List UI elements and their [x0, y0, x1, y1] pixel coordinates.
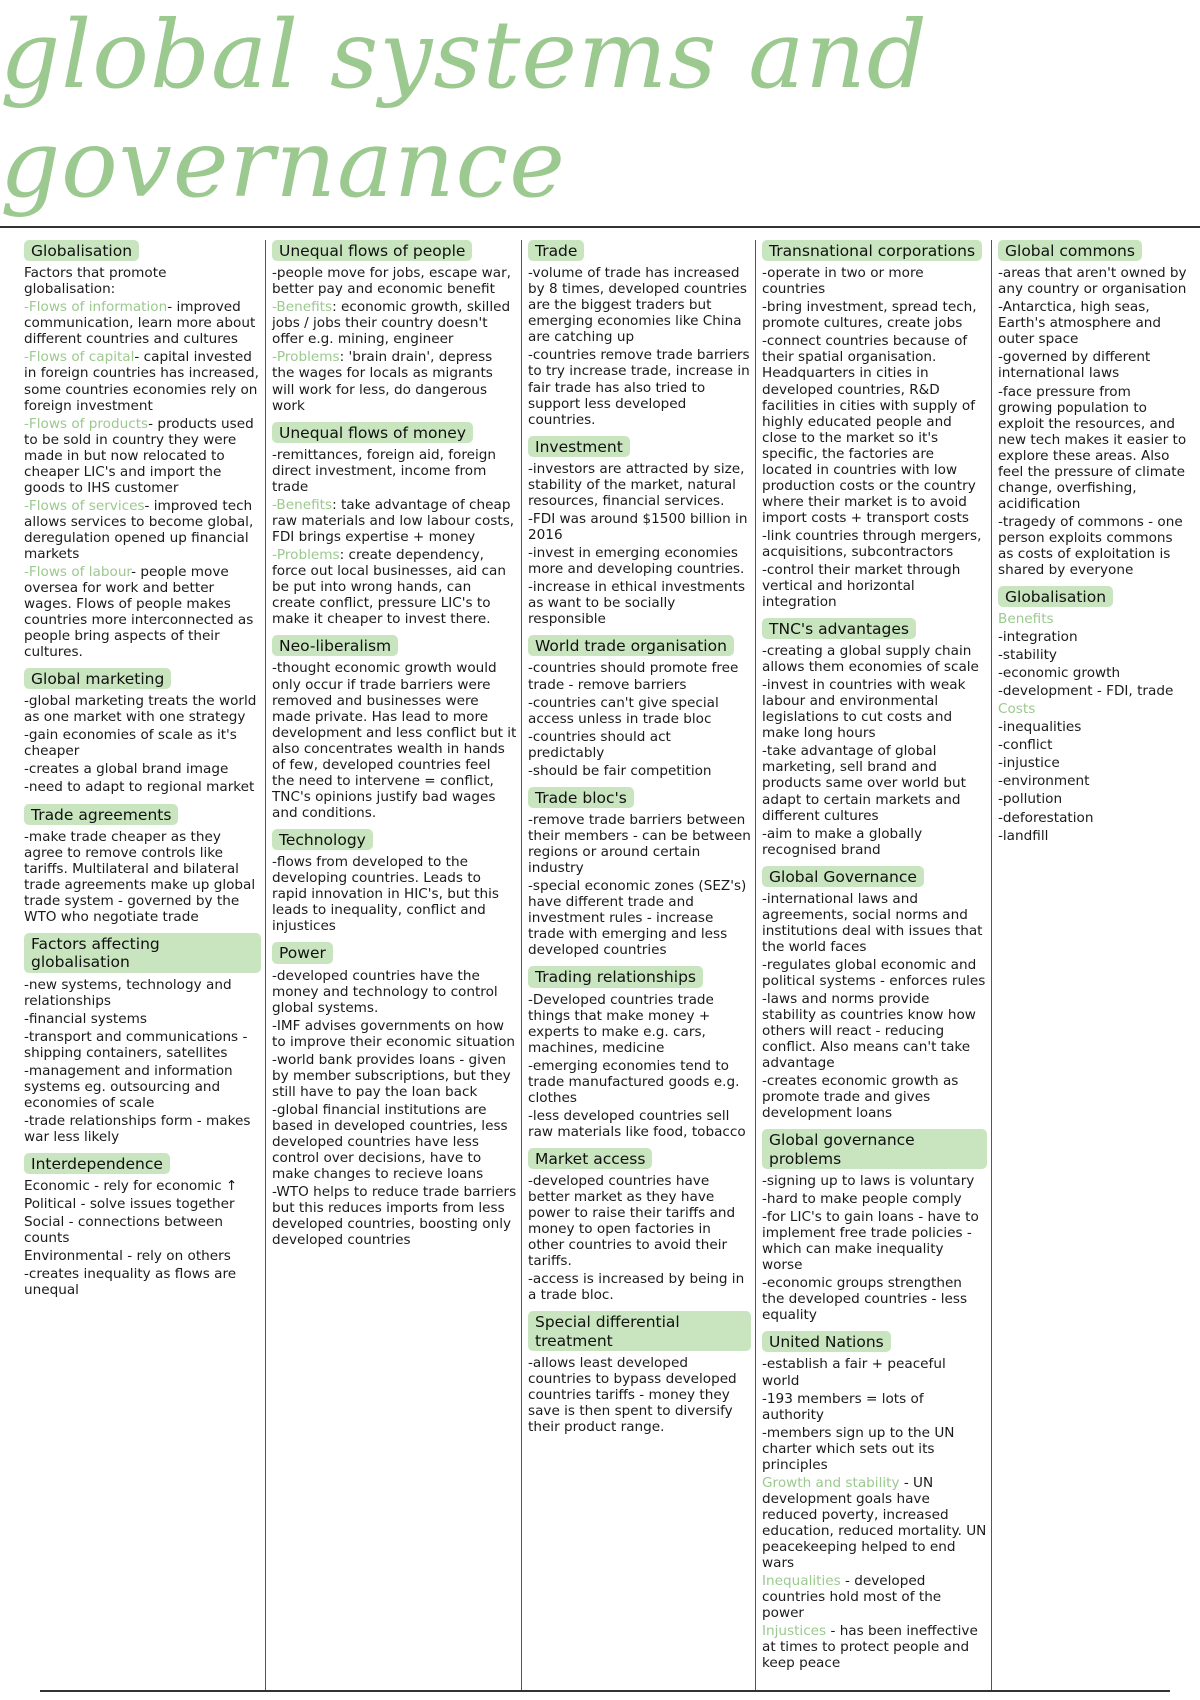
- section-globalisation: [24, 240, 261, 660]
- note-label: -Flows of capital: [24, 349, 135, 366]
- note-line: [24, 1266, 261, 1298]
- note-text: -financial systems: [24, 1010, 147, 1027]
- note-line: [528, 347, 751, 427]
- note-line: [528, 511, 751, 543]
- note-text: -creates inequality as flows are unequal: [24, 1266, 237, 1299]
- note-text: -developed countries have better market as they have power to raise their tariffs and money to open factories in other countries to avoid their tariffs.: [528, 1173, 736, 1270]
- note-label: -Flows of services: [24, 497, 145, 514]
- column-4: [755, 240, 991, 1690]
- note-line: [762, 1173, 987, 1189]
- note-text: -creates a global brand image: [24, 761, 229, 778]
- section-neo-liberalism: [272, 629, 517, 821]
- note-label: -Flows of information: [24, 299, 168, 316]
- note-line: [528, 579, 751, 627]
- note-line: [24, 779, 261, 795]
- section-heading: Global commons: [998, 240, 1142, 261]
- note-text: -global financial institutions are based in developed countries, less developed countries have less control over decisions, have to make changes to recieve loans: [272, 1101, 508, 1182]
- section-unequal-flows-of-people: [272, 240, 517, 414]
- note-line: [762, 562, 987, 610]
- note-line: [24, 829, 261, 925]
- note-line: [272, 854, 517, 934]
- note-text: - products used to be sold in country they were made in but now relocated to cheaper LIC's and import the goods to IHS customer: [24, 415, 254, 496]
- note-label: -Benefits: [272, 299, 333, 316]
- note-text: -deforestation: [998, 809, 1094, 826]
- section-trade-bloc-s: [528, 781, 751, 959]
- note-line: [272, 1018, 517, 1050]
- note-line: [528, 1058, 751, 1106]
- section-heading: Trade bloc's: [528, 787, 634, 808]
- section-heading: Global governance problems: [762, 1129, 987, 1169]
- note-text: -remittances, foreign aid, foreign direct investment, income from trade: [272, 446, 496, 495]
- note-text: -connect countries because of their spatial organisation. Headquarters in cities in developed countries, R&D facilities in cities with supply of highly educated people and close to the market so it's specific, the factories are located in countries with low production costs or the country where their market is to avoid import costs + transport costs: [762, 333, 976, 526]
- note-text: -inequalities: [998, 719, 1082, 736]
- note-text: -landfill: [998, 827, 1049, 844]
- note-text: -control their market through vertical and horizontal integration: [762, 561, 961, 610]
- note-line: [528, 461, 751, 509]
- section-heading: Globalisation: [998, 586, 1113, 607]
- column-2: [265, 240, 521, 1690]
- note-text: -economic growth: [998, 665, 1121, 682]
- note-text: -for LIC's to gain loans - have to implement free trade policies - which can make inequality worse: [762, 1208, 979, 1274]
- section-factors-affecting-globalisation: [24, 927, 261, 1145]
- section-global-commons: [998, 240, 1187, 578]
- note-label: -Flows of products: [24, 415, 149, 432]
- note-line: [528, 763, 751, 779]
- note-line: [24, 349, 261, 413]
- note-text: - improved tech allows services to become global, deregulation opened up financial markets: [24, 497, 254, 562]
- note-text: -Antarctica, high seas, Earth's atmosphere and outer space: [998, 299, 1162, 348]
- note-line: [762, 957, 987, 989]
- note-line: [24, 727, 261, 759]
- note-line: [762, 1475, 987, 1571]
- note-text: -pollution: [998, 791, 1063, 808]
- section-heading: Unequal flows of people: [272, 240, 472, 261]
- note-line: [762, 1425, 987, 1473]
- note-line: [762, 743, 987, 823]
- note-line: [762, 1573, 987, 1621]
- note-line: [528, 729, 751, 761]
- note-line: [998, 265, 1187, 297]
- section-heading: Market access: [528, 1148, 652, 1169]
- note-line: [528, 1108, 751, 1140]
- note-text: - people move oversea for work and better wages. Flows of people makes countries more interconnected as people bring aspects of their cultures.: [24, 563, 254, 660]
- note-text: -world bank provides loans - given by member subscriptions, but they still have to pay the loan back: [272, 1051, 511, 1100]
- note-line: [762, 265, 987, 297]
- section-heading: Trading relationships: [528, 966, 703, 987]
- note-line: [762, 1356, 987, 1388]
- note-line: [24, 265, 261, 297]
- note-line: [998, 773, 1187, 789]
- note-line: [998, 683, 1187, 699]
- note-text: -stability: [998, 647, 1057, 664]
- note-text: -environment: [998, 773, 1090, 790]
- note-text: - improved communication, learn more about different countries and cultures: [24, 299, 256, 348]
- section-heading: Neo-liberalism: [272, 635, 398, 656]
- note-line: [272, 660, 517, 820]
- section-global-governance: [762, 860, 987, 1122]
- note-line: [272, 299, 517, 347]
- note-line: [24, 1248, 261, 1264]
- note-text: -developed countries have the money and technology to control global systems.: [272, 967, 498, 1016]
- section-heading: Global marketing: [24, 668, 171, 689]
- note-line: [998, 828, 1187, 844]
- section-world-trade-organisation: [528, 629, 751, 779]
- note-text: : create dependency, force out local businesses, aid can be put into wrong hands, can create conflict, pressure LIC's to make it cheaper to invest there.: [272, 547, 506, 628]
- section-interdependence: [24, 1147, 261, 1299]
- note-line: [528, 545, 751, 577]
- note-text: -need to adapt to regional market: [24, 779, 255, 796]
- note-line: [24, 977, 261, 1009]
- section-unequal-flows-of-money: [272, 416, 517, 628]
- note-label: Costs: [998, 701, 1036, 718]
- note-text: -access is increased by being in a trade bloc.: [528, 1271, 745, 1304]
- note-label: -Problems: [272, 547, 340, 564]
- page-title: global systems and governance: [0, 1, 928, 219]
- note-line: [762, 1391, 987, 1423]
- note-text: : take advantage of cheap raw materials and low labour costs, FDI brings expertise + money: [272, 496, 515, 545]
- section-global-governance-problems: [762, 1123, 987, 1323]
- note-line: [762, 643, 987, 675]
- note-text: -new systems, technology and relationships: [24, 976, 232, 1009]
- note-line: [24, 1214, 261, 1246]
- note-line: [998, 514, 1187, 578]
- note-label: Benefits: [998, 611, 1054, 628]
- note-line: [272, 1052, 517, 1100]
- note-line: [762, 1623, 987, 1671]
- section-power: [272, 936, 517, 1248]
- note-label: Inequalities: [762, 1572, 841, 1589]
- section-heading: Technology: [272, 829, 373, 850]
- note-line: [998, 349, 1187, 381]
- note-text: -establish a fair + peaceful world: [762, 1356, 946, 1389]
- note-label: Injustices: [762, 1622, 827, 1639]
- note-text: -countries can't give special access unless in trade bloc: [528, 694, 719, 727]
- note-line: [24, 416, 261, 496]
- note-line: [762, 891, 987, 955]
- section-heading: Power: [272, 942, 333, 963]
- section-heading: TNC's advantages: [762, 618, 916, 639]
- section-market-access: [528, 1142, 751, 1304]
- note-line: [24, 1113, 261, 1145]
- note-line: [762, 1073, 987, 1121]
- divider-top: [0, 226, 1200, 228]
- note-text: -operate in two or more countries: [762, 265, 924, 298]
- note-text: -take advantage of global marketing, sell brand and products same over world but adapt to certain markets and different cultures: [762, 743, 966, 824]
- note-text: -special economic zones (SEZ's) have different trade and investment rules - increase trade with emerging and less developed countries: [528, 878, 747, 959]
- note-text: - has been ineffective at times to protect people and keep peace: [762, 1622, 978, 1672]
- note-line: [272, 968, 517, 1016]
- note-label: -Benefits: [272, 496, 333, 513]
- section-heading: Interdependence: [24, 1153, 170, 1174]
- note-text: -gain economies of scale as it's cheaper: [24, 727, 237, 760]
- note-line: [24, 299, 261, 347]
- section-heading: Globalisation: [24, 240, 139, 261]
- note-line: [762, 991, 987, 1071]
- note-text: -emerging economies tend to trade manufactured goods e.g. clothes: [528, 1057, 740, 1106]
- note-line: [998, 665, 1187, 681]
- note-line: [998, 384, 1187, 512]
- note-text: Factors that promote globalisation:: [24, 265, 167, 298]
- note-line: [762, 826, 987, 858]
- section-united-nations: [762, 1325, 987, 1671]
- note-line: [998, 299, 1187, 347]
- note-text: -integration: [998, 629, 1078, 646]
- note-text: -countries should promote free trade - remove barriers: [528, 660, 739, 693]
- column-1: [18, 240, 265, 1690]
- note-text: -creates economic growth as promote trade and gives development loans: [762, 1073, 959, 1122]
- note-line: [528, 660, 751, 692]
- note-label: Growth and stability: [762, 1474, 900, 1491]
- note-text: : economic growth, skilled jobs / jobs their country doesn't offer e.g. mining, engineer: [272, 299, 511, 348]
- note-text: -areas that aren't owned by any country or organisation: [998, 265, 1187, 298]
- note-line: [762, 1191, 987, 1207]
- note-text: -creating a global supply chain allows them economies of scale: [762, 643, 979, 676]
- note-line: [272, 265, 517, 297]
- note-text: Political - solve issues together: [24, 1196, 235, 1213]
- section-heading: World trade organisation: [528, 635, 734, 656]
- note-line: [24, 693, 261, 725]
- note-text: -signing up to laws is voluntary: [762, 1172, 975, 1189]
- note-text: -face pressure from growing population to exploit the resources, and new tech makes it easier to explore these areas. Also feel the pressure of climate change, overfishing, acidification: [998, 383, 1187, 512]
- note-line: [762, 1275, 987, 1323]
- section-tnc-s-advantages: [762, 612, 987, 858]
- note-text: -IMF advises governments on how to improve their economic situation: [272, 1017, 516, 1050]
- note-text: -193 members = lots of authority: [762, 1390, 924, 1423]
- note-line: [528, 695, 751, 727]
- note-line: [272, 497, 517, 545]
- note-text: -invest in countries with weak labour and environmental legislations to cut costs and make long hours: [762, 677, 966, 742]
- note-line: [762, 299, 987, 331]
- note-text: -people move for jobs, escape war, better pay and economic benefit: [272, 265, 511, 298]
- note-line: [528, 992, 751, 1056]
- note-text: -WTO helps to reduce trade barriers but this reduces imports from less developed countries, boosting only developed countries: [272, 1183, 517, 1248]
- note-line: [24, 564, 261, 660]
- section-heading: Global Governance: [762, 866, 924, 887]
- note-text: -link countries through mergers, acquisitions, subcontractors: [762, 527, 982, 560]
- note-line: [272, 1184, 517, 1248]
- note-text: -volume of trade has increased by 8 times, developed countries are the biggest traders but emerging economies like China are catching up: [528, 265, 748, 346]
- note-text: -aim to make a globally recognised brand: [762, 825, 923, 858]
- note-text: -governed by different international laws: [998, 349, 1151, 382]
- section-heading: United Nations: [762, 1331, 891, 1352]
- note-text: -thought economic growth would only occur if trade barriers were removed and businesses were made private. Has lead to more development and less conflict but it also concentrates wealth in hands of few, developed countries feel the need to intervene = conflict, TNC's opinions justify bad wages and conditions.: [272, 660, 517, 821]
- note-text: -transport and communications - shipping containers, satellites: [24, 1028, 248, 1061]
- section-globalisation: [998, 580, 1187, 844]
- section-trade-agreements: [24, 798, 261, 925]
- note-text: -members sign up to the UN charter which sets out its principles: [762, 1424, 955, 1473]
- section-special-differential-treatment: [528, 1305, 751, 1435]
- note-line: [528, 1173, 751, 1269]
- note-line: [24, 1178, 261, 1194]
- note-text: -allows least developed countries to bypass developed countries tariffs - money they save is then spent to diversify their product range.: [528, 1354, 737, 1436]
- note-text: -bring investment, spread tech, promote cultures, create jobs: [762, 299, 977, 332]
- note-text: -invest in emerging economies more and developing countries.: [528, 545, 745, 578]
- section-heading: Trade: [528, 240, 584, 261]
- note-line: [528, 1355, 751, 1435]
- note-text: -global marketing treats the world as one market with one strategy: [24, 693, 257, 726]
- section-heading: Transnational corporations: [762, 240, 982, 261]
- note-text: -conflict: [998, 737, 1053, 754]
- note-label: -Problems: [272, 349, 340, 366]
- note-text: -FDI was around $1500 billion in 2016: [528, 510, 748, 543]
- note-text: -Developed countries trade things that make money + experts to make e.g. cars, machines, medicine: [528, 991, 714, 1056]
- note-text: -remove trade barriers between their members - can be between regions or around certain industry: [528, 811, 751, 877]
- note-line: [528, 812, 751, 876]
- note-line: [528, 1271, 751, 1303]
- section-technology: [272, 823, 517, 934]
- note-line: [998, 701, 1187, 717]
- note-text: -investors are attracted by size, stability of the market, natural resources, financial services.: [528, 460, 745, 509]
- note-line: [24, 498, 261, 562]
- note-line: [998, 755, 1187, 771]
- note-line: [762, 528, 987, 560]
- note-text: -flows from developed to the developing countries. Leads to rapid innovation in HIC's, but this leads to inequality, conflict and injustices: [272, 854, 499, 935]
- note-line: [272, 349, 517, 413]
- section-heading: Factors affecting globalisation: [24, 933, 261, 973]
- note-text: -international laws and agreements, social norms and institutions deal with issues that the world faces: [762, 890, 983, 955]
- note-line: [272, 1102, 517, 1182]
- note-line: [24, 1029, 261, 1061]
- note-text: - capital invested in foreign countries has increased, some countries economies rely on foreign investment: [24, 349, 259, 414]
- note-line: [998, 737, 1187, 753]
- section-investment: [528, 430, 751, 628]
- note-line: [998, 611, 1187, 627]
- note-line: [762, 1209, 987, 1273]
- note-text: Environmental - rely on others: [24, 1248, 231, 1265]
- note-line: [998, 810, 1187, 826]
- note-text: -trade relationships form - makes war less likely: [24, 1112, 251, 1145]
- section-heading: Unequal flows of money: [272, 422, 473, 443]
- section-heading: Special differential treatment: [528, 1311, 751, 1351]
- note-text: - developed countries hold most of the power: [762, 1572, 942, 1621]
- divider-bottom: [40, 1690, 1170, 1692]
- note-text: -hard to make people comply: [762, 1190, 962, 1207]
- note-line: [998, 647, 1187, 663]
- note-text: -increase in ethical investments as want to be socially responsible: [528, 579, 746, 628]
- note-text: -management and information systems eg. outsourcing and economies of scale: [24, 1062, 233, 1111]
- note-text: -tragedy of commons - one person exploits commons as costs of exploitation is shared by everyone: [998, 513, 1183, 578]
- note-text: Social - connections between counts: [24, 1214, 223, 1247]
- column-5: [991, 240, 1191, 1690]
- note-line: [24, 761, 261, 777]
- note-text: -injustice: [998, 755, 1060, 772]
- note-line: [762, 333, 987, 525]
- column-3: [521, 240, 755, 1690]
- note-label: -Flows of labour: [24, 563, 132, 580]
- note-text: : 'brain drain', depress the wages for locals as migrants will work for less, do dangerous work: [272, 349, 493, 414]
- section-trading-relationships: [528, 960, 751, 1140]
- note-text: - UN development goals have reduced poverty, increased education, reduced mortality. UN peacekeeping helped to end wars: [762, 1474, 987, 1571]
- note-line: [528, 878, 751, 958]
- section-heading: Trade agreements: [24, 804, 178, 825]
- note-line: [762, 677, 987, 741]
- note-text: -countries remove trade barriers to try increase trade, increase in fair trade has also tried to support less developed countries.: [528, 347, 750, 428]
- note-text: -development - FDI, trade: [998, 683, 1174, 700]
- section-heading: Investment: [528, 436, 630, 457]
- note-text: -less developed countries sell raw materials like food, tobacco: [528, 1107, 746, 1140]
- note-line: [272, 447, 517, 495]
- note-line: [24, 1063, 261, 1111]
- note-text: -regulates global economic and political systems - enforces rules: [762, 957, 986, 990]
- note-text: -laws and norms provide stability as countries know how others will react - reducing conflict. Also means can't take advantage: [762, 991, 976, 1072]
- note-text: -countries should act predictably: [528, 728, 671, 761]
- section-trade: [528, 240, 751, 428]
- note-text: -should be fair competition: [528, 762, 712, 779]
- note-line: [998, 791, 1187, 807]
- section-global-marketing: [24, 662, 261, 795]
- note-text: Economic - rely for economic ↑: [24, 1178, 238, 1195]
- note-text: -economic groups strengthen the developed countries - less equality: [762, 1275, 968, 1324]
- note-text: -make trade cheaper as they agree to remove controls like tariffs. Multilateral and bilateral trade agreements make up global trade system - governed by the WTO who negotiate trade: [24, 828, 256, 925]
- note-line: [24, 1196, 261, 1212]
- note-line: [528, 265, 751, 345]
- note-line: [24, 1011, 261, 1027]
- note-line: [272, 547, 517, 627]
- note-line: [998, 719, 1187, 735]
- section-transnational-corporations: [762, 240, 987, 610]
- note-line: [998, 629, 1187, 645]
